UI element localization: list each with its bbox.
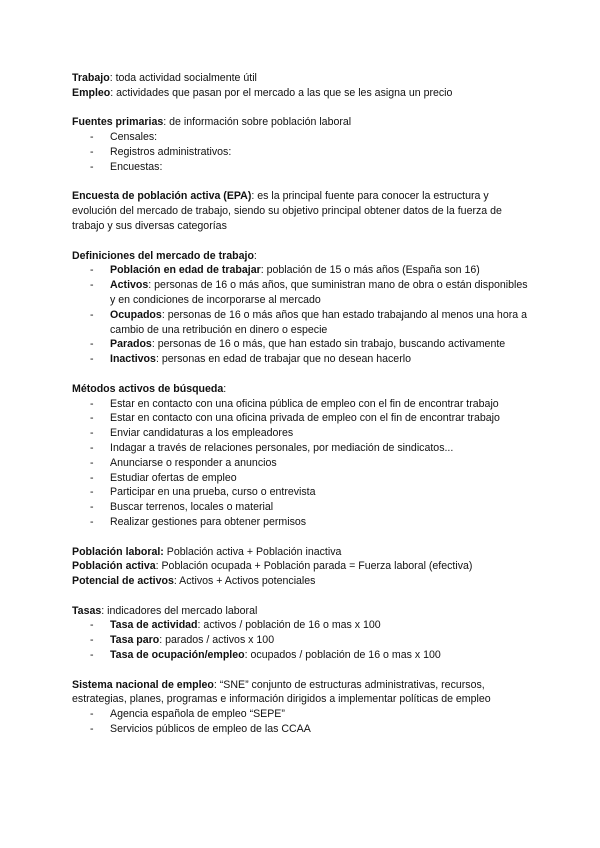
bullet-dash: - [90, 145, 94, 158]
list-item [72, 441, 530, 456]
list-item-text: Estar en contacto con una oficina pública de empleo con el fin de encontrar trabajo [110, 397, 499, 410]
sne-paragraph [72, 678, 530, 708]
list-item-text: Servicios públicos de empleo de las CCAA [110, 723, 311, 736]
bullet-dash: - [90, 279, 94, 292]
list-item-text: Participar en una prueba, curso o entrevista [110, 486, 316, 499]
fuentes-list [72, 130, 530, 174]
term-label: Sistema nacional de empleo [72, 678, 214, 691]
formula-text: : ocupados / población de 16 o mas x 100 [244, 649, 441, 662]
term-label: Tasa de actividad [110, 619, 198, 632]
list-item-text: Indagar a través de relaciones personales, por mediación de sindicatos... [110, 441, 454, 454]
list-item-text: Encuestas: [110, 160, 163, 173]
term-label: Tasa paro [110, 634, 160, 647]
list-item-text: Buscar terrenos, locales o material [110, 501, 274, 514]
list-item-text: Registros administrativos: [110, 145, 232, 158]
list-item [72, 308, 530, 338]
list-item [72, 515, 530, 530]
bullet-dash: - [90, 456, 94, 469]
term-label: Ocupados [110, 308, 162, 321]
definition-text: : población de 15 o más años (España son 16) [260, 264, 480, 277]
list-item [72, 618, 530, 633]
term-label: Población en edad de trabajar [110, 264, 261, 277]
list-item [72, 471, 530, 486]
spacer [72, 367, 530, 382]
bullet-dash: - [90, 515, 94, 528]
list-item [72, 500, 530, 515]
spacer [72, 175, 530, 190]
formula-text: : parados / activos x 100 [159, 634, 275, 647]
sne-list [72, 707, 530, 737]
definition-text: : personas de 16 o más años que han estado trabajando al menos una hora a cambio de una retribución en dinero o especie [110, 308, 527, 336]
list-item [72, 263, 530, 278]
spacer [72, 589, 530, 604]
list-item [72, 337, 530, 352]
bullet-dash: - [90, 397, 94, 410]
term-label: Potencial de activos [72, 575, 174, 588]
bullet-dash: - [90, 338, 94, 351]
list-item [72, 130, 530, 145]
list-item [72, 278, 530, 308]
list-item-text: Agencia española de empleo “SEPE” [110, 708, 285, 721]
section-title: Fuentes primarias [72, 116, 164, 129]
definition-text: : “SNE” conjunto de estructuras administrativas, recursos, estrategias, planes, programas e información dirigidos a implementar políticas de empleo [72, 678, 491, 706]
term-label: Empleo [72, 86, 111, 99]
spacer [72, 101, 530, 116]
bullet-dash: - [90, 471, 94, 484]
term-label: Trabajo [72, 72, 110, 84]
bullet-dash: - [90, 308, 94, 321]
formula-text: : Activos + Activos potenciales [173, 575, 316, 588]
formula-text: : activos / población de 16 o mas x 100 [197, 619, 381, 632]
bullet-dash: - [90, 649, 94, 662]
term-label: Población activa [72, 560, 156, 573]
heading-colon: : [253, 249, 257, 262]
term-label: Encuesta de población activa (EPA) [72, 190, 252, 203]
bullet-dash: - [90, 634, 94, 647]
definition-text: : personas en edad de trabajar que no desean hacerlo [155, 353, 411, 366]
fuentes-heading [72, 115, 530, 130]
list-item [72, 633, 530, 648]
list-item [72, 707, 530, 722]
bullet-dash: - [90, 441, 94, 454]
definition-text: : toda actividad socialmente útil [109, 72, 257, 84]
list-item [72, 160, 530, 175]
bullet-dash: - [90, 486, 94, 499]
bullet-dash: - [90, 131, 94, 144]
spacer [72, 663, 530, 678]
potencial-activos-formula [72, 574, 530, 589]
list-item [72, 145, 530, 160]
bullet-dash: - [90, 708, 94, 721]
term-label: Tasa de ocupación/empleo [110, 649, 245, 662]
metodos-list [72, 397, 530, 530]
list-item [72, 456, 530, 471]
formula-text: Población activa + Población inactiva [163, 545, 342, 558]
poblacion-activa-formula [72, 559, 530, 574]
list-item [72, 426, 530, 441]
term-label: Inactivos [110, 353, 156, 366]
bullet-dash: - [90, 264, 94, 277]
list-item [72, 397, 530, 412]
bullet-dash: - [90, 501, 94, 514]
bullet-dash: - [90, 619, 94, 632]
list-item-text: Anunciarse o responder a anuncios [110, 456, 277, 469]
definiciones-list [72, 263, 530, 367]
term-label: Parados [110, 338, 152, 351]
bullet-dash: - [90, 412, 94, 425]
section-title: Tasas [72, 604, 102, 617]
bullet-dash: - [90, 160, 94, 173]
metodos-heading [72, 382, 530, 397]
definition-text: : personas de 16 o más años, que suministran mano de obra o están disponibles y en condiciones de incorporarse al mercado [110, 279, 528, 306]
section-title: Métodos activos de búsqueda [72, 382, 224, 395]
definition-text: : actividades que pasan por el mercado a las que se les asigna un precio [110, 86, 453, 99]
definition-text: : es la principal fuente para conocer la estructura y evolución del mercado de trabajo, siendo su objetivo principal obtener datos de la fuerza de trabajo y sus diversas categorías [72, 190, 502, 232]
section-title: Definiciones del mercado de trabajo [72, 249, 254, 262]
section-subtitle: : de información sobre población laboral [163, 116, 352, 129]
formula-text: : Población ocupada + Población parada = Fuerza laboral (efectiva) [155, 560, 473, 573]
bullet-dash: - [90, 723, 94, 736]
trabajo-definition [72, 71, 530, 86]
bullet-dash: - [90, 353, 94, 366]
definition-text: : personas de 16 o más, que han estado sin trabajo, buscando activamente [151, 338, 506, 351]
list-item-text: Estudiar ofertas de empleo [110, 471, 237, 484]
tasas-heading [72, 604, 530, 619]
list-item [72, 648, 530, 663]
list-item [72, 722, 530, 737]
empleo-definition [72, 86, 530, 101]
list-item-text: Enviar candidaturas a los empleadores [110, 427, 294, 440]
tasas-list [72, 618, 530, 662]
list-item [72, 352, 530, 367]
epa-paragraph [72, 189, 530, 233]
spacer [72, 530, 530, 545]
list-item [72, 411, 530, 426]
spacer [72, 234, 530, 249]
list-item-text: Censales: [110, 131, 158, 144]
section-subtitle: : indicadores del mercado laboral [101, 604, 258, 617]
bullet-dash: - [90, 427, 94, 440]
term-label: Activos [110, 279, 149, 292]
heading-colon: : [223, 382, 227, 395]
poblacion-laboral-formula [72, 545, 530, 560]
definiciones-heading [72, 249, 530, 264]
term-label: Población laboral: [72, 545, 164, 558]
list-item-text: Estar en contacto con una oficina privada de empleo con el fin de encontrar trabajo [110, 412, 500, 425]
list-item-text: Realizar gestiones para obtener permisos [110, 515, 307, 528]
list-item [72, 485, 530, 500]
